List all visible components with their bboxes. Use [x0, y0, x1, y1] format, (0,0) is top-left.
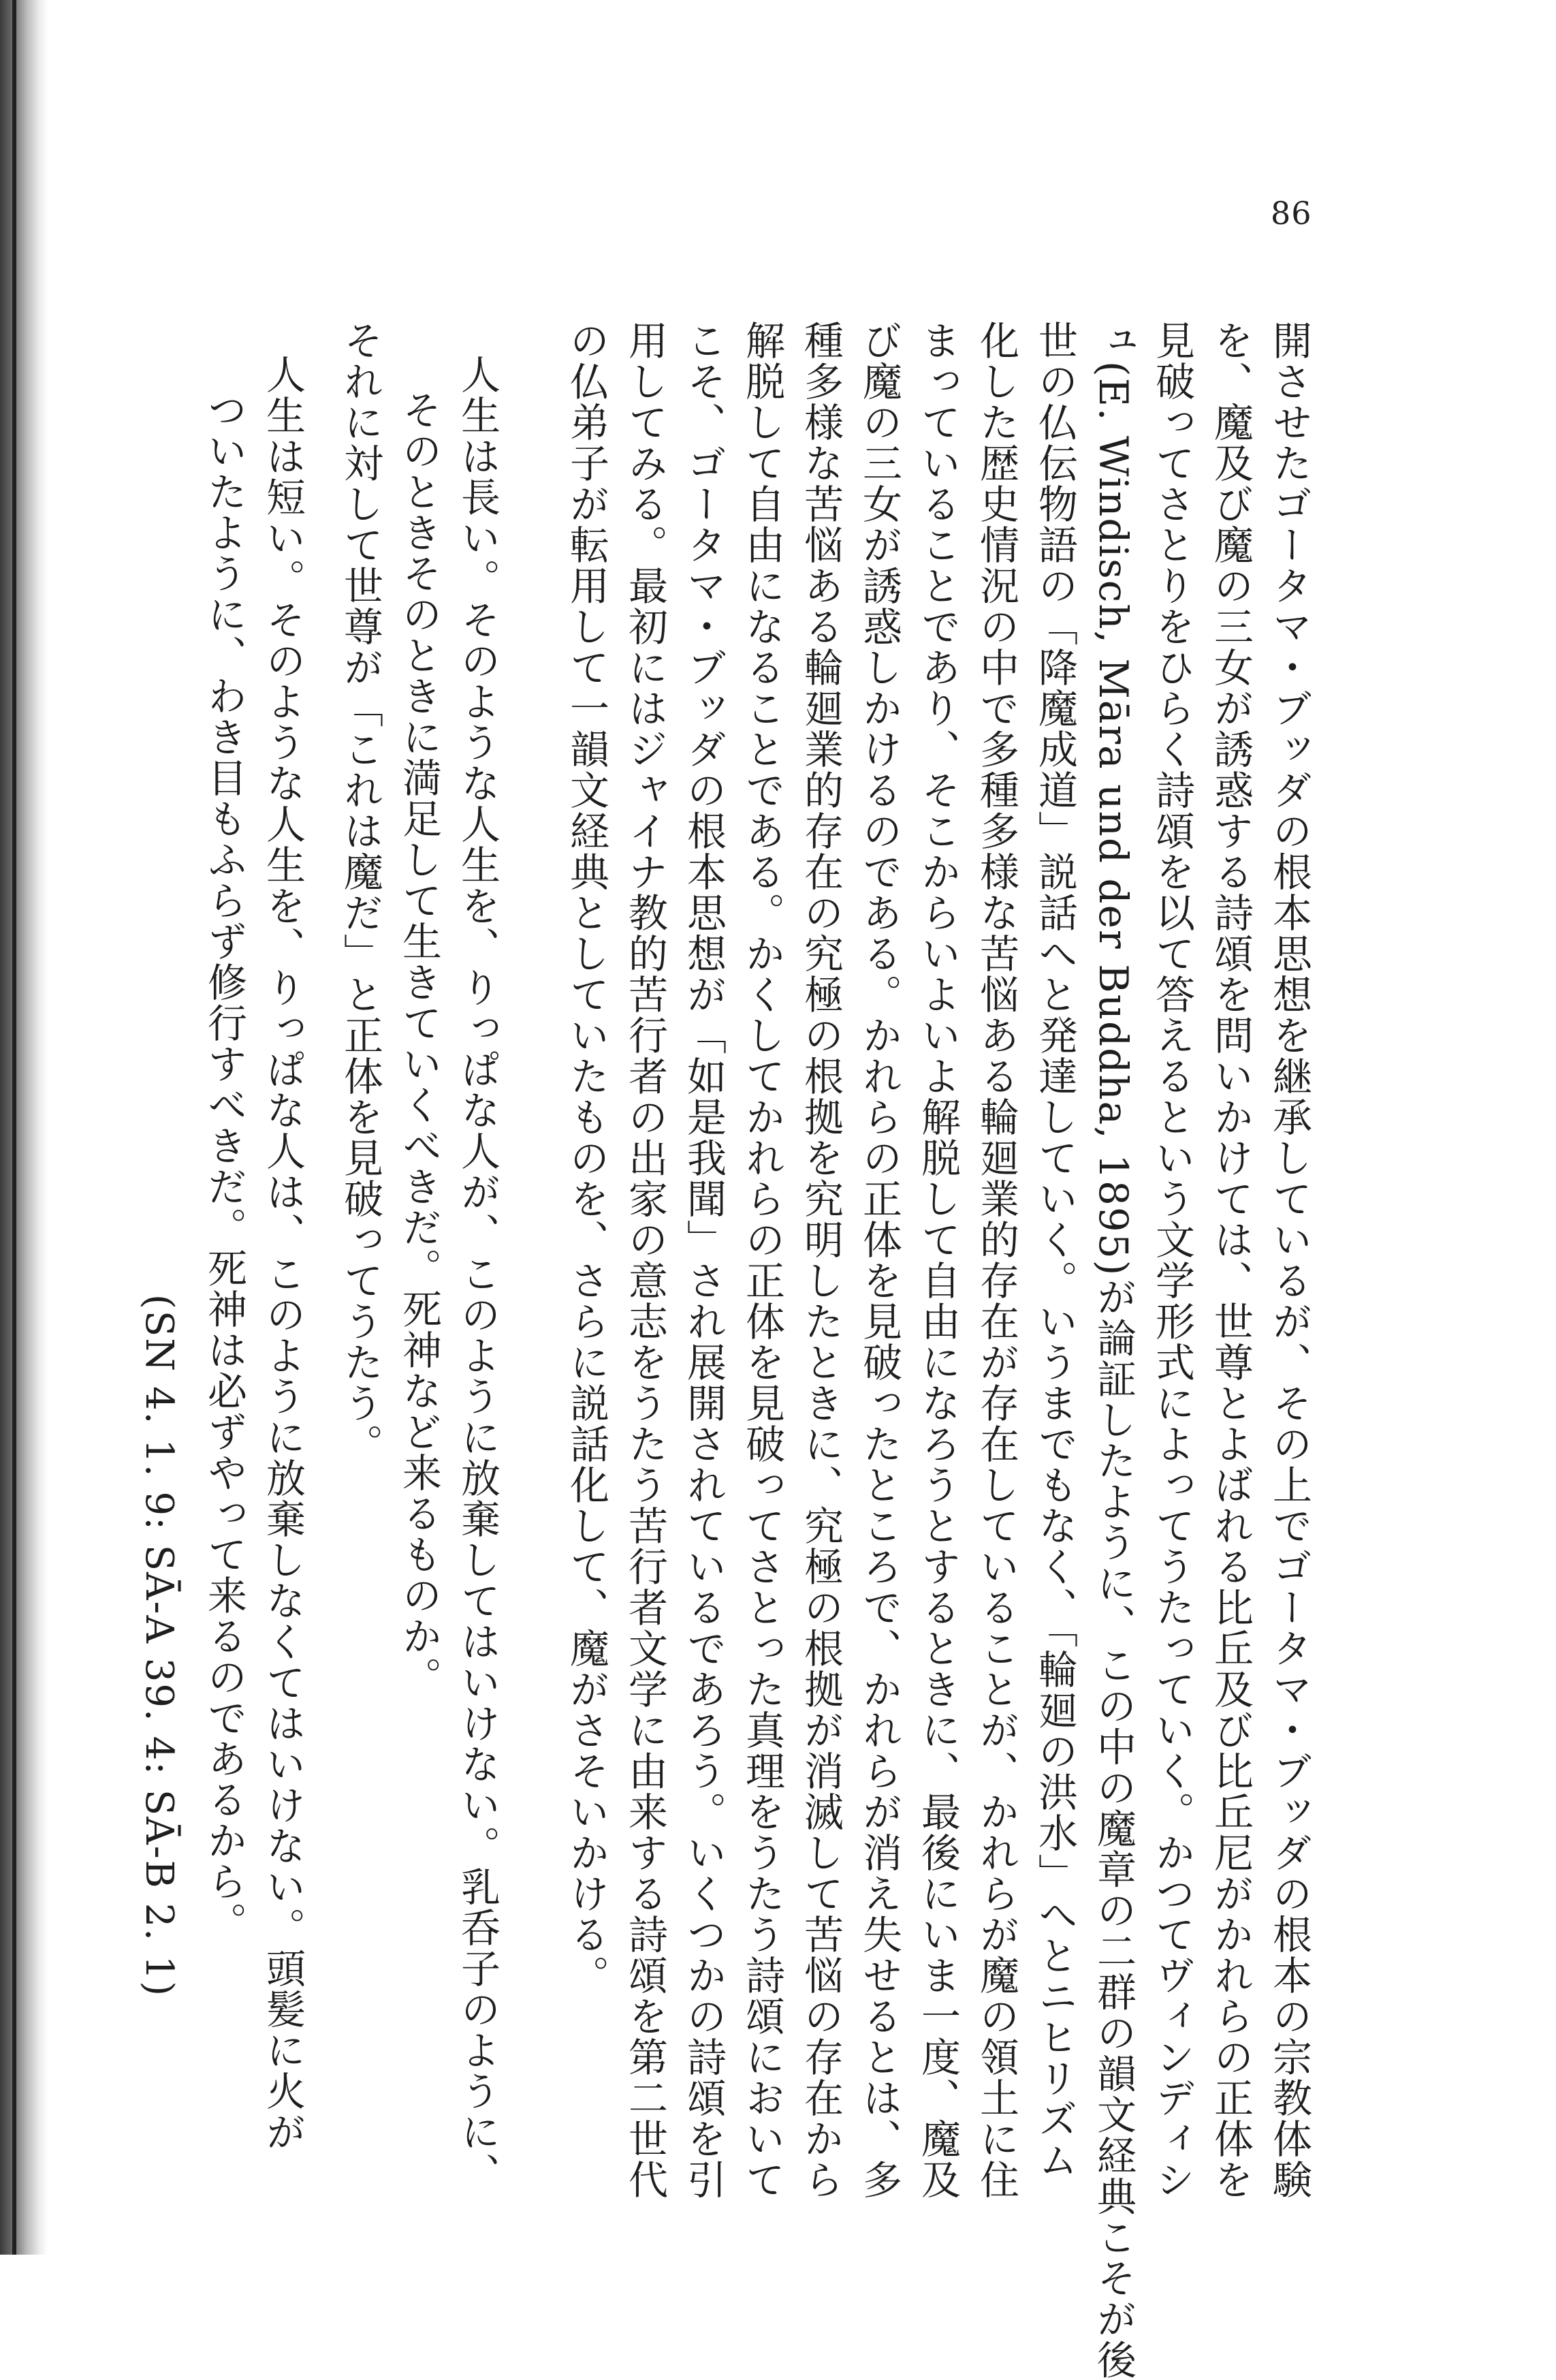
text-column: び魔の三女が誘惑しかけるのである。かれらの正体を見破ったところで、かれらが消え失せるとは、多 — [856, 320, 902, 2200]
verse-column: そのときそのときに満足して生きていくべきだ。死神など来るものか。 — [396, 390, 442, 1697]
text-column: 見破ってさとりをひらく詩頌を以て答えるという文学形式によってうたっていく。かつてヴィンディシ — [1149, 320, 1195, 2200]
verse-column: 人生は短い。そのような人生を、りっぱな人は、このように放棄しなくてはいけない。頭髪に火が — [259, 354, 306, 2152]
text-column: を、魔及び魔の三女が誘惑する詩頌を問いかけては、世尊とよばれる比丘及び比丘尼がかれらの正体を — [1207, 320, 1254, 2200]
binding-shadow — [0, 0, 48, 2255]
citation: (SN 4. 1. 9: SĀ-A 39. 4: SĀ-B 2. 1) — [137, 1294, 181, 1998]
text-column: まっていることであり、そこからいよいよ解脱して自由になろうとするときに、最後にいま一度、魔及 — [915, 320, 961, 2200]
text-column: 化した歴史情況の中で多種多様な苦悩ある輪廻業的存在が存在していることが、かれらが魔の領土に住 — [973, 320, 1019, 2200]
text-column: 解脱して自由になることである。かくしてかれらの正体を見破ってさとった真理をうたう詩頌において — [739, 320, 785, 2200]
text-column: の仏弟子が転用して一韻文経典としていたものを、さらに説話化して、魔がさそいかける。 — [563, 320, 609, 1996]
verse-column: 人生は長い。そのような人生を、りっぱな人が、このように放棄してはいけない。乳呑子のように、 — [454, 354, 501, 2193]
text-column: 開させたゴータマ・ブッダの根本思想を継承しているが、その上でゴータマ・ブッダの根本の宗教体験 — [1266, 320, 1312, 2200]
text-column: 用してみる。最初にはジャイナ教的苦行者の出家の意志をうたう苦行者文学に由来する詩頌を第二世代 — [622, 320, 668, 2200]
text-column: こそ、ゴータマ・ブッダの根本思想が「如是我聞」され展開されているであろう。いくつかの詩頌を引 — [680, 320, 727, 2200]
text-column: ュ(E. Windisch, Māra und der Buddha, 1895)が論証したように、この中の魔章の二群の韻文経典こそが後 — [1090, 320, 1137, 2380]
text-column: 種多様な苦悩ある輪廻業的存在の究極の根拠を究明したときに、究極の根拠が消滅して苦悩の存在から — [797, 320, 844, 2200]
text-column: 世の仏伝物語の「降魔成道」説話へと発達していく。いうまでもなく、「輪廻の洪水」へとニヒリズム — [1032, 320, 1078, 2180]
text-column: それに対して世尊が「これは魔だ」と正体を見破ってうたう。 — [337, 320, 383, 1465]
binding-line — [12, 0, 16, 2255]
verse-column: ついたように、わき目もふらず修行すべきだ。死神は必ずやって来るのであるから。 — [201, 390, 247, 1943]
page-number: 86 — [1271, 195, 1312, 232]
